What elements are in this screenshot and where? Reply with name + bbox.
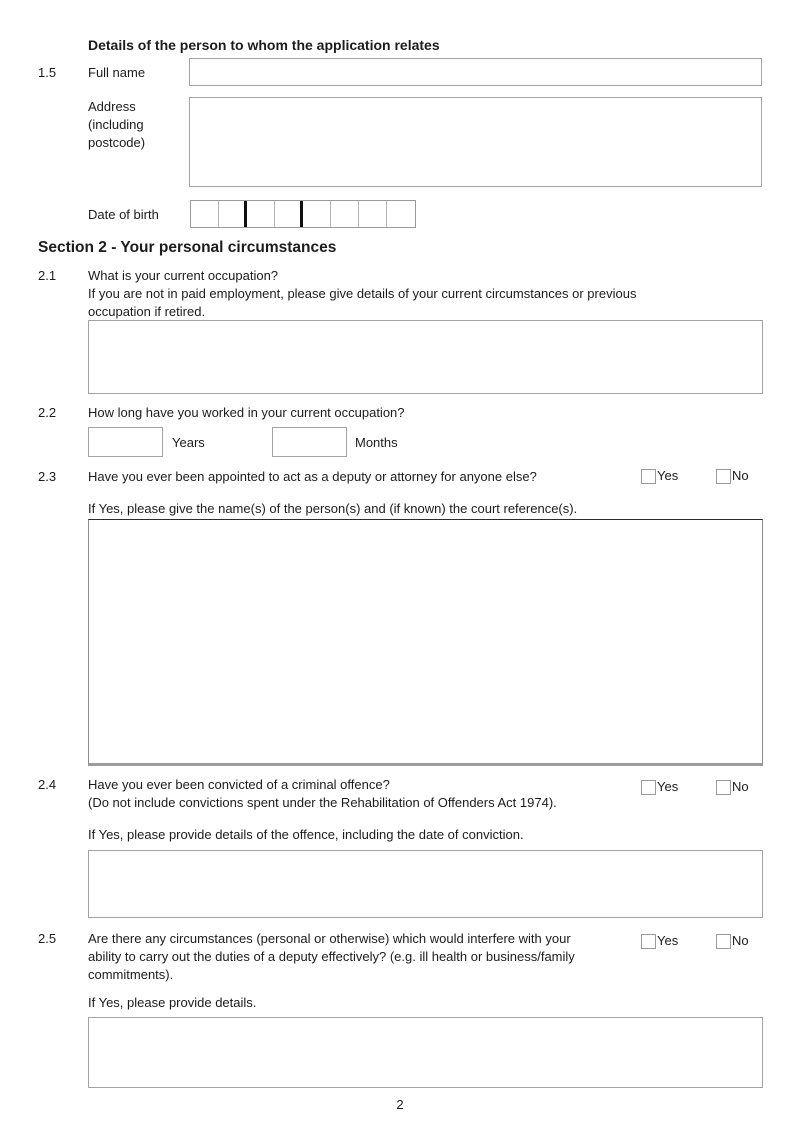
q2-4-answer-box[interactable] — [88, 850, 763, 918]
address-label — [88, 98, 145, 152]
q2-4-text — [88, 776, 557, 812]
section2-heading: Section 2 - Your personal circumstances — [38, 239, 337, 256]
q2-3-no — [716, 467, 749, 485]
q2-5-yes — [641, 932, 678, 950]
dob-day-cell-2[interactable] — [219, 201, 247, 227]
full-name-input[interactable] — [189, 58, 762, 86]
q2-1-answer-box[interactable] — [88, 320, 763, 394]
dob-year-cell-1[interactable] — [303, 201, 331, 227]
full-name-label: Full name — [88, 65, 146, 80]
dob-month-cell-1[interactable] — [247, 201, 275, 227]
q2-3-yes-label: Yes — [657, 468, 679, 483]
q2-4-if-yes-prompt: If Yes, please provide details of the offence, including the date of conviction. — [88, 827, 524, 842]
dob-label: Date of birth — [88, 207, 159, 222]
q2-5-if-yes-prompt: If Yes, please provide details. — [88, 995, 257, 1010]
q2-3-answer-box[interactable] — [88, 519, 763, 766]
q2-5-text — [88, 930, 575, 984]
page-number: 2 — [396, 1097, 404, 1112]
q2-4-number: 2.4 — [38, 777, 57, 792]
q2-4-no — [716, 778, 749, 796]
q2-5-number: 2.5 — [38, 931, 57, 946]
q2-4-no-label: No — [732, 779, 749, 794]
dob-year-cell-4[interactable] — [387, 201, 415, 227]
q2-3-no-label: No — [732, 468, 749, 483]
q2-4-line2: (Do not include convictions spent under the Rehabilitation of Offenders Act 1974). — [88, 795, 557, 810]
q2-4-yes-checkbox[interactable] — [641, 780, 656, 795]
q2-3-number: 2.3 — [38, 469, 57, 484]
q2-5-line1: Are there any circumstances (personal or otherwise) which would interfere with your — [88, 931, 571, 946]
dob-input-grid — [190, 200, 416, 228]
q2-2-years-input[interactable] — [88, 427, 163, 457]
q2-4-yes — [641, 778, 678, 796]
dob-year-cell-3[interactable] — [359, 201, 387, 227]
q2-1-number: 2.1 — [38, 268, 57, 283]
q2-1-text — [88, 267, 636, 321]
q2-4-line1: Have you ever been convicted of a criminal offence? — [88, 777, 390, 792]
q2-3-yes — [641, 467, 678, 485]
q2-2-number: 2.2 — [38, 405, 57, 420]
q2-4-no-checkbox[interactable] — [716, 780, 731, 795]
q2-2-months-input[interactable] — [272, 427, 347, 457]
q2-5-yes-label: Yes — [657, 933, 679, 948]
q2-4-yes-label: Yes — [657, 779, 679, 794]
q1-5-number: 1.5 — [38, 65, 57, 80]
q2-5-no — [716, 932, 749, 950]
address-label-line3: postcode) — [88, 135, 146, 150]
dob-day-cell-1[interactable] — [191, 201, 219, 227]
q2-5-line2: ability to carry out the duties of a deputy effectively? (e.g. ill health or business/family — [88, 949, 575, 964]
q2-5-answer-box[interactable] — [88, 1017, 763, 1088]
dob-year-cell-2[interactable] — [331, 201, 359, 227]
q2-1-line2: If you are not in paid employment, please give details of your current circumstances or previous — [88, 286, 637, 301]
q2-5-yes-checkbox[interactable] — [641, 934, 656, 949]
q2-5-no-checkbox[interactable] — [716, 934, 731, 949]
details-heading: Details of the person to whom the application relates — [88, 37, 440, 53]
q2-3-no-checkbox[interactable] — [716, 469, 731, 484]
q2-5-line3: commitments). — [88, 967, 174, 982]
address-input[interactable] — [189, 97, 762, 187]
months-label: Months — [355, 435, 398, 450]
q2-1-line3: occupation if retired. — [88, 304, 206, 319]
years-label: Years — [172, 435, 205, 450]
address-label-line1: Address — [88, 99, 136, 114]
q2-2-question: How long have you worked in your current occupation? — [88, 405, 405, 420]
q2-5-no-label: No — [732, 933, 749, 948]
q2-3-yes-checkbox[interactable] — [641, 469, 656, 484]
dob-month-cell-2[interactable] — [275, 201, 303, 227]
q2-1-line1: What is your current occupation? — [88, 268, 279, 283]
q2-3-question: Have you ever been appointed to act as a deputy or attorney for anyone else? — [88, 469, 537, 484]
q2-3-if-yes-prompt: If Yes, please give the name(s) of the person(s) and (if known) the court reference(s). — [88, 501, 578, 516]
address-label-line2: (including — [88, 117, 144, 132]
